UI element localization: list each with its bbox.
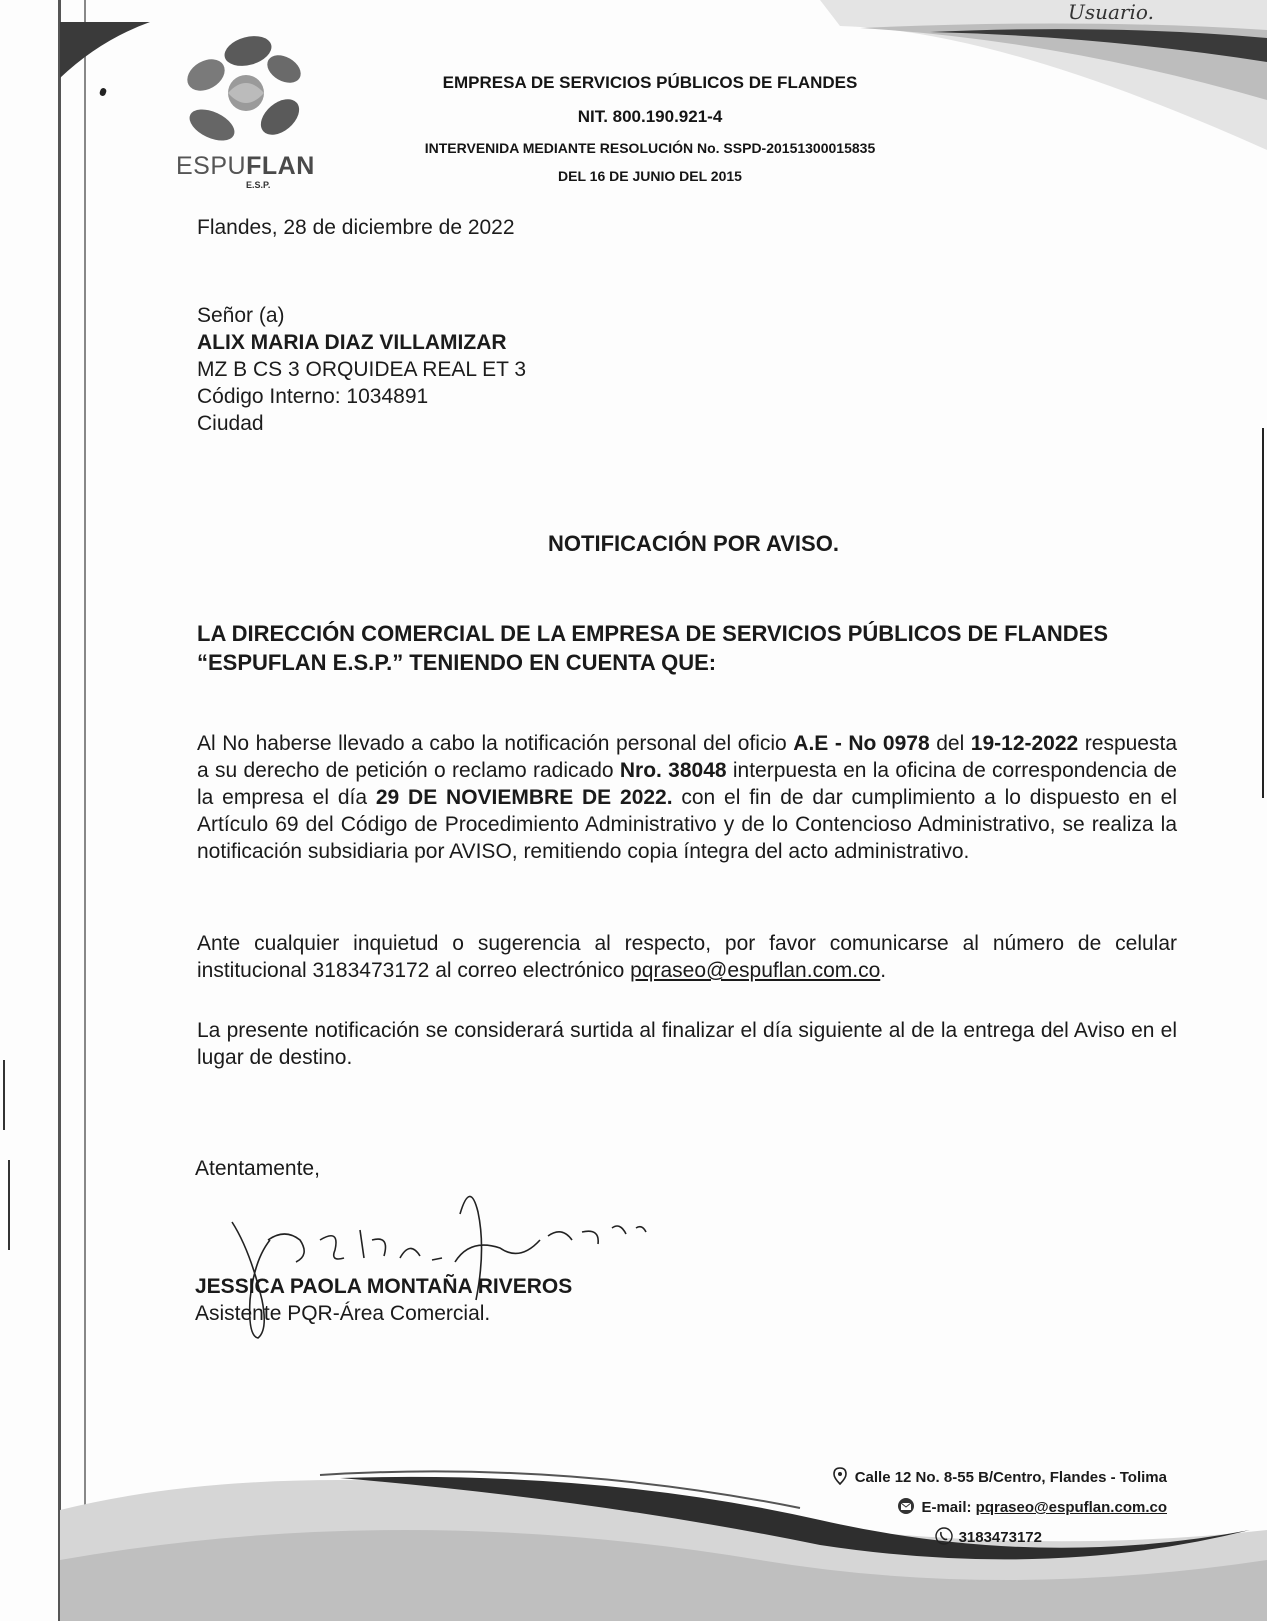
logo-wordmark: ESPUFLAN <box>176 152 315 180</box>
recipient-address: MZ B CS 3 ORQUIDEA REAL ET 3 <box>197 358 527 381</box>
paragraph-text: Ante cualquier inquietud o sugerencia al respecto, por favor comunicarse al número de celular institucional 3183473172 al correo electrónico <box>197 932 1177 982</box>
claim-number: Nro. 38048 <box>619 759 727 782</box>
paragraph-text: . <box>880 959 887 982</box>
email-icon <box>897 1497 915 1515</box>
footer-email-link[interactable]: pqraseo@espuflan.com.co <box>975 1499 1167 1516</box>
contact-email-link[interactable]: pqraseo@espuflan.com.co <box>630 959 881 982</box>
paragraph-text: interpuesta en la oficina de correspondencia de la empresa el día <box>197 759 1177 809</box>
paragraph-text: respuesta a su derecho de petición o reclamo radicado <box>197 732 1177 782</box>
recipient-salutation: Señor (a) <box>197 304 285 327</box>
document-title: NOTIFICACIÓN POR AVISO. <box>548 531 839 556</box>
header-resolution: INTERVENIDA MEDIANTE RESOLUCIÓN No. SSPD-20151300015835 <box>424 140 876 156</box>
recipient-name: ALIX MARIA DIAZ VILLAMIZAR <box>197 331 507 354</box>
recipient-city: Ciudad <box>197 412 264 435</box>
footer-email-label: E-mail: <box>921 1499 976 1516</box>
header-resolution-date: DEL 16 DE JUNIO DEL 2015 <box>558 168 742 184</box>
document-reference: A.E - No 0978 <box>793 732 930 755</box>
header-nit: NIT. 800.190.921-4 <box>577 107 723 126</box>
paragraph-text: Al No haberse llevado a cabo la notificación personal del oficio <box>197 732 794 755</box>
filing-date: 29 DE NOVIEMBRE DE 2022. <box>375 786 673 809</box>
footer-address-text: Calle 12 No. 8-55 B/Centro, Flandes - Tolima <box>854 1469 1167 1486</box>
location-pin-icon <box>831 1467 849 1485</box>
closing: Atentamente, <box>195 1157 320 1180</box>
footer-phone-text: 3183473172 <box>958 1529 1042 1546</box>
letter-date: Flandes, 28 de diciembre de 2022 <box>197 216 515 239</box>
paragraph-text: con el fin de dar cumplimiento a lo dispuesto en el Artículo 69 del Código de Procedimiento Administrativo y de lo Contencioso Administrativo, se realiza la notificación subsidiaria por AVISO, remitiendo copia íntegra del acto administrativo. <box>197 786 1177 863</box>
document-date: 19-12-2022 <box>970 732 1079 755</box>
handwritten-note: Usuario. <box>1068 0 1154 24</box>
signatory-name: JESSICA PAOLA MONTAÑA RIVEROS <box>195 1275 573 1298</box>
paragraph-text: del <box>929 732 971 755</box>
footer-phone <box>935 1527 1042 1546</box>
body-paragraph-3: La presente notificación se considerará surtida al finalizar el día siguiente al de la entrega del Aviso en el lugar de destino. <box>197 1019 1177 1069</box>
document-subtitle: LA DIRECCIÓN COMERCIAL DE LA EMPRESA DE SERVICIOS PÚBLICOS DE FLANDES “ESPUFLAN E.S.P.” TENIENDO EN CUENTA QUE: <box>197 621 1109 675</box>
header-company-name: EMPRESA DE SERVICIOS PÚBLICOS DE FLANDES <box>442 73 858 92</box>
recipient-internal-code: Código Interno: 1034891 <box>197 385 429 408</box>
footer-email <box>897 1497 1167 1516</box>
signatory-role: Asistente PQR-Área Comercial. <box>195 1302 491 1325</box>
phone-icon <box>935 1527 953 1545</box>
logo-suffix: E.S.P. <box>246 180 271 190</box>
footer-address <box>831 1467 1167 1486</box>
